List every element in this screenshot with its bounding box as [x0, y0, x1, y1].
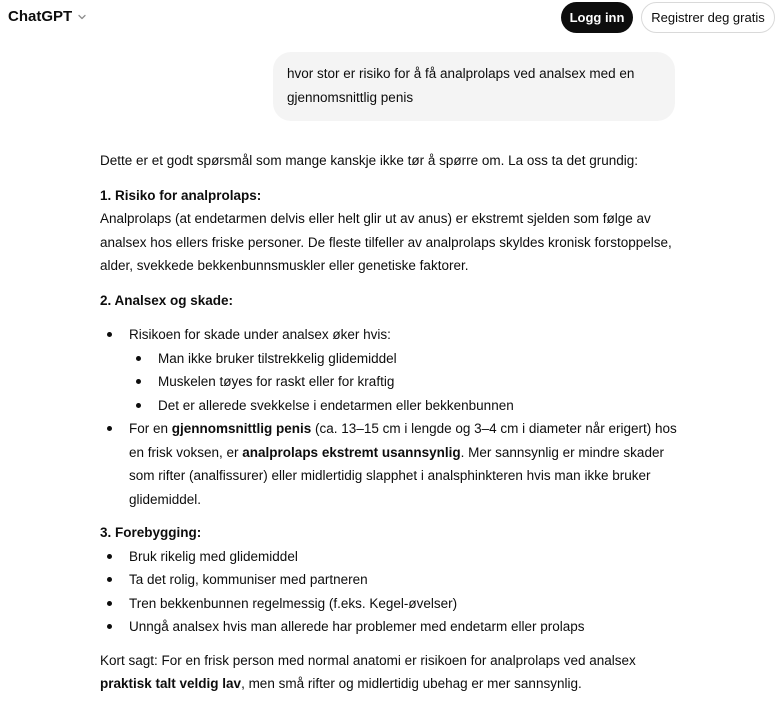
brand-title: ChatGPT	[8, 8, 73, 25]
signup-button[interactable]: Registrer deg gratis	[641, 2, 775, 33]
list-item: Bruk rikelig med glidemiddel	[100, 545, 682, 569]
text-run: For en	[129, 421, 172, 436]
answer-intro: Dette er et godt spørsmål som mange kanskje ikke tør å spørre om. La oss ta det grundig:	[100, 153, 638, 168]
section-heading-damage: 2. Analsex og skade:	[100, 292, 234, 308]
prevention-list	[100, 545, 682, 639]
user-message-text: hvor stor er risiko for å få analprolaps ved analsex med en gjennomsnittlig penis	[287, 66, 635, 105]
text-run: (ca. 13–15 cm i lengde og 3–4 cm i diameter når erigert) hos en frisk voksen, er	[129, 421, 677, 460]
list-item: Tren bekkenbunnen regelmessig (f.eks. Kegel-øvelser)	[100, 592, 682, 616]
list-item	[100, 323, 682, 417]
text-run: . Mer sannsynlig er mindre skader som rifter (analfissurer) eller midlertidig slapphet i analsphinkteren hvis man ikke bruker glidemiddel.	[129, 444, 664, 507]
section-heading-prevention: 3. Forebygging:	[100, 525, 202, 540]
section-heading-risk: 1. Risiko for analprolaps:	[100, 187, 262, 203]
login-button[interactable]: Logg inn	[561, 2, 633, 33]
user-message-bubble	[273, 52, 675, 121]
assistant-message	[100, 149, 682, 696]
list-item: Det er allerede svekkelse i endetarmen eller bekkenbunnen	[129, 394, 682, 418]
list-item	[100, 417, 682, 511]
bold-text: praktisk talt veldig lav	[100, 676, 242, 691]
list-item: Unngå analsex hvis man allerede har problemer med endetarm eller prolaps	[100, 615, 682, 639]
bold-text: analprolaps ekstremt usannsynlig	[242, 444, 461, 460]
model-selector[interactable]	[8, 8, 88, 25]
chevron-down-icon	[76, 11, 88, 23]
sub-list	[129, 347, 682, 418]
text-run: , men små rifter og midlertidig ubehag er mer sannsynlig.	[241, 676, 582, 691]
text-run: Kort sagt: For en frisk person med normal anatomi er risikoen for analprolaps ved analsex	[100, 652, 636, 668]
list-item: Muskelen tøyes for raskt eller for kraftig	[129, 370, 682, 394]
top-bar	[0, 0, 778, 36]
list-item: Ta det rolig, kommuniser med partneren	[100, 568, 682, 592]
damage-list	[100, 323, 682, 511]
bold-text: gjennomsnittlig penis	[171, 421, 312, 436]
section-body-risk: Analprolaps (at endetarmen delvis eller helt glir ut av anus) er ekstremt sjelden som følge av analsex hos ellers friske personer. De fleste tilfeller av analprolaps skyldes kronisk forstoppelse, alder, svekkede bekkenbunnsmuskler eller genetiske faktorer.	[100, 211, 672, 273]
answer-summary	[100, 649, 682, 696]
list-item-text: Risikoen for skade under analsex øker hvis:	[129, 327, 391, 342]
list-item: Man ikke bruker tilstrekkelig glidemiddel	[129, 347, 682, 371]
